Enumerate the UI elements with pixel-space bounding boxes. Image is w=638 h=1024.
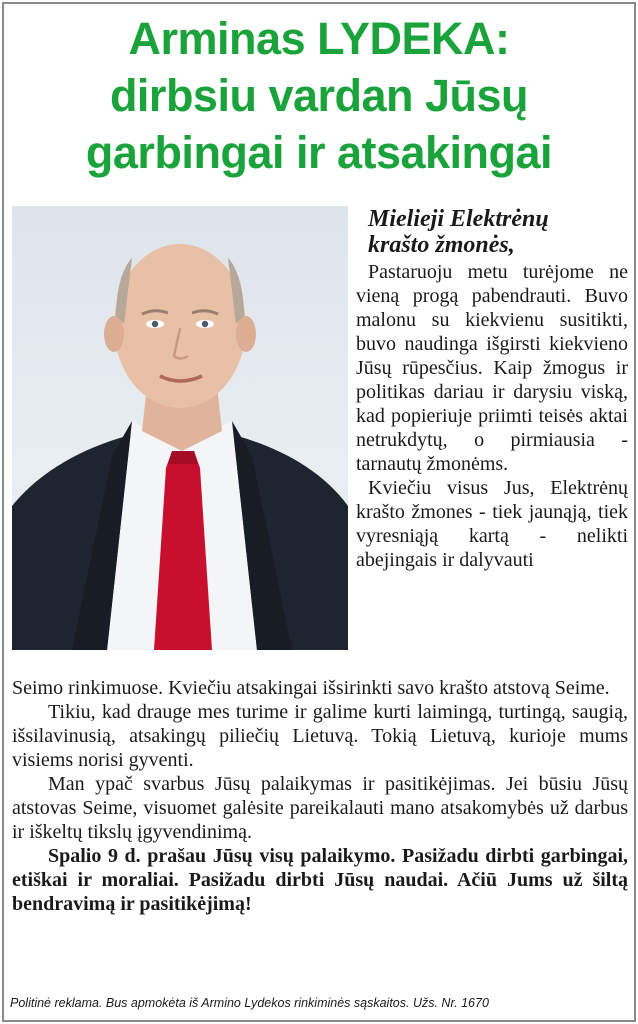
paragraph-2-end: Seimo rinkimuose. Kviečiu atsakingai išsirinkti savo krašto atstovą Seime. xyxy=(12,677,610,699)
paragraph-4: Man ypač svarbus Jūsų palaikymas ir pasitikėjimas. Jei būsiu Jūsų atstovas Seime, visuomet galėsite pareikalauti mano atsakomybės už darbus ir iškeltų tikslų įgyvendinimą. xyxy=(12,773,628,843)
paragraph-3: Tikiu, kad drauge mes turime ir galime kurti laimingą, turtingą, saugią, išsilavinusią, atsakingų piliečių Lietuvą. Tokią Lietuvą, kurioje mums visiems norisi gyventi. xyxy=(12,701,628,771)
paragraph-1: Pastaruoju metu turėjome ne vieną progą pabendrauti. Buvo malonu su kiekvienu susitikti, buvo naudinga išgirsti kiekvieno Jūsų rūpesčius. Kaip žmogus ir politikas dariau ir darysiu viską, kad popieriuje priimti teisės aktai netrukdytų, o pirmiausia - tarnautų žmonėms. xyxy=(356,261,628,475)
portrait-illustration xyxy=(12,206,348,650)
headline xyxy=(0,10,638,181)
candidate-photo xyxy=(12,206,348,650)
greeting-line-2: krašto žmonės, xyxy=(368,232,515,258)
headline-line-3: garbingai ir atsakingai xyxy=(85,127,553,178)
headline-line-1: Arminas LYDEKA: xyxy=(128,13,510,64)
greeting xyxy=(368,206,628,258)
headline-line-2: dirbsiu vardan Jūsų xyxy=(109,70,529,121)
disclaimer: Politinė reklama. Bus apmokėta iš Armino Lydekos rinkiminės sąskaitos. Užs. Nr. 1670 xyxy=(10,996,489,1010)
body-text xyxy=(12,676,628,916)
greeting-line-1: Mielieji Elektrėnų xyxy=(368,206,549,232)
intro-column xyxy=(356,206,628,572)
paragraph-2-start: Kviečiu visus Jus, Elektrėnų krašto žmones - tiek jaunąją, tiek vyresniąją kartą - nelikti abejingais ir dalyvauti xyxy=(356,477,628,571)
paragraph-5: Spalio 9 d. prašau Jūsų visų palaikymo. Pasižadu dirbti garbingai, etiškai ir moraliai. Pasižadu dirbti Jūsų naudai. Ačiū Jums už šiltą bendravimą ir pasitikėjimą! xyxy=(12,845,628,915)
